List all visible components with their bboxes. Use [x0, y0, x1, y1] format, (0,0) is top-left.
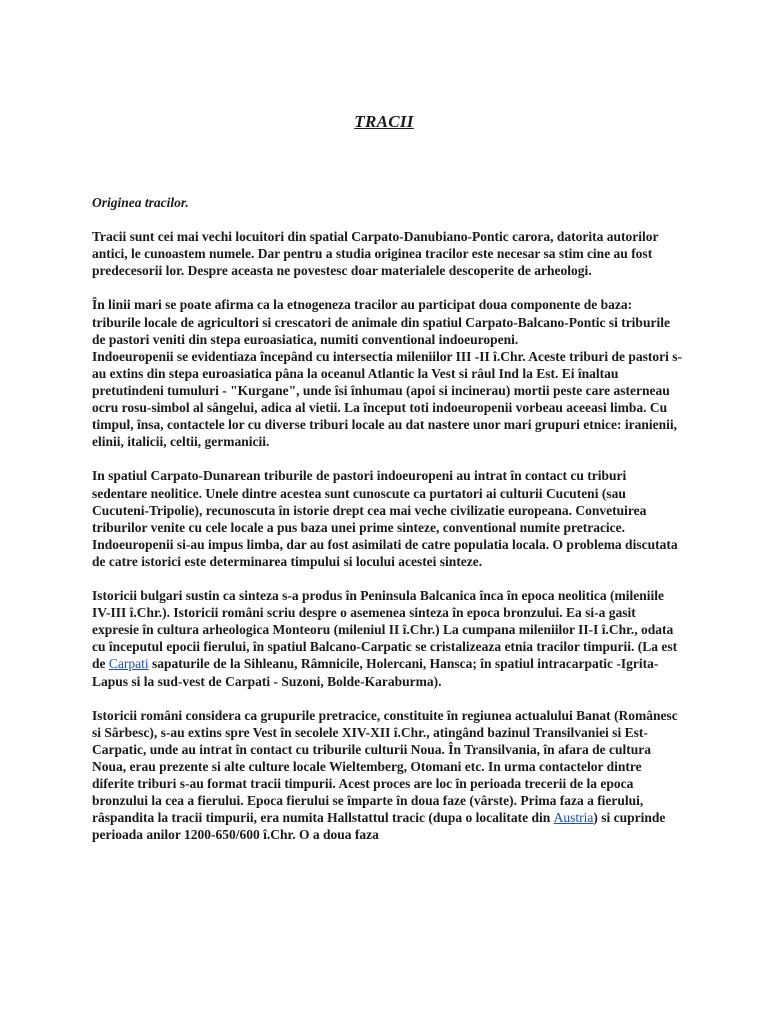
document-body	[92, 194, 682, 861]
paragraph-5-text-start: Istoricii bulgari sustin ca sinteza s-a produs în Peninsula Balcanica înca în epoca neolitica (mileniile IV-III î.Chr.). Istoricii români scriu despre o asemenea sinteza în epoca bronzului. Ea si-a gasit expresie în cultura arheologica Monteoru (mileniul II î.Chr.) La cumpana mileniilor II-I î.Chr., odata cu începutul epocii fierului, în spatiul Balcano-Carpatic se cristalizeaza etnia tracilor timpurii. (La est de	[92, 588, 678, 672]
paragraph-1: Tracii sunt cei mai vechi locuitori din spatial Carpato-Danubiano-Pontic carora, datorita autorilor antici, le cunoastem numele. Dar pentru a studia originea tracilor este necesar sa stim cine au fost predecesorii lor. Despre aceasta ne povestesc doar materialele descoperite de arheologi.	[92, 229, 659, 279]
document-title: TRACII	[354, 112, 414, 131]
paragraph-4: In spatiul Carpato-Dunarean triburile de pastori indoeuropeni au intrat în contact cu triburi sedentare neolitice. Unele dintre acestea sunt cunoscute ca purtatori ai culturii Cucuteni (sau Cucuteni-Tripolie), recunoscuta în istorie drept cea mai veche civilizatie europeana. Convetuirea triburilor venite cu cele locale a pus baza unei prime sinteze, conventional numite pretracice. Indoeuropenii si-au impus limba, dar au fost asimilati de catre populatia locala. O problema discutata de catre istorici este determinarea timpului si locului acestei sinteze.	[92, 468, 678, 569]
paragraph-6-text-end: ) si cuprinde perioada anilor 1200-650/600 î.Chr. O a doua faza	[92, 810, 666, 843]
carpati-link[interactable]: Carpati	[108, 656, 149, 672]
paragraph-5-text-end: sapaturile de la Sihleanu, Râmnicile, Holercani, Hansca; în spatiul intracarpatic -Igrita-Lapus si la sud-vest de Carpati - Suzoni, Bolde-Karaburma).	[92, 656, 659, 689]
paragraph-6	[92, 707, 682, 844]
paragraph-2: În linii mari se poate afirma ca la etnogeneza tracilor au participat doua componente de baza: triburile locale de agricultori si crescatori de animale din spatiul Carpato-Balcano-Pontic si triburile de pastori veniti din stepa euroasiatica, numiti conventional indoeuropeni.	[92, 297, 670, 347]
paragraph-5	[92, 587, 682, 690]
section-heading: Originea tracilor.	[92, 195, 189, 210]
paragraph-3: Indoeuropenii se evidentiaza începând cu intersectia mileniilor III -II î.Chr. Aceste triburi de pastori s-au extins din stepa euroasiatica pâna la oceanul Atlantic la Vest si râul Ind la Est. Ei înaltau pretutindeni tumuluri - "Kurgane", unde îsi înhumau (apoi si incinerau) mortii peste care asterneau ocru rosu-simbol al sângelui, adica al vietii. La început toti indoeuropenii vorbeau aceeasi limba. Cu timpul, însa, contactele lor cu diverse triburi locale au dat nastere unor mari grupuri etnice: iranienii, elinii, italicii, celtii, germanicii.	[92, 348, 682, 450]
austria-link[interactable]: Austria	[553, 810, 594, 826]
paragraph-6-text-start: Istoricii români considera ca grupurile pretracice, constituite în regiunea actualului Banat (Românesc si Sârbesc), s-au extins spre Vest în secolele XIV-XII î.Chr., atingând bazinul Transilvaniei si Est-Carpatic, unde au intrat în contact cu triburile culturii Noua. În Transilvania, în afara de cultura Noua, erau prezente si alte culture locale Wieltemberg, Otomani etc. In urma contactelor dintre diferite triburi s-au format tracii timpurii. Acest proces are loc în perioada trecerii de la epoca bronzului la cea a fierului. Epoca fierului se împarte în doua faze (vârste). Prima faza a fierului, râspandita la tracii timpurii, era numita Hallstattul tracic (dupa o localitate din	[92, 707, 678, 826]
